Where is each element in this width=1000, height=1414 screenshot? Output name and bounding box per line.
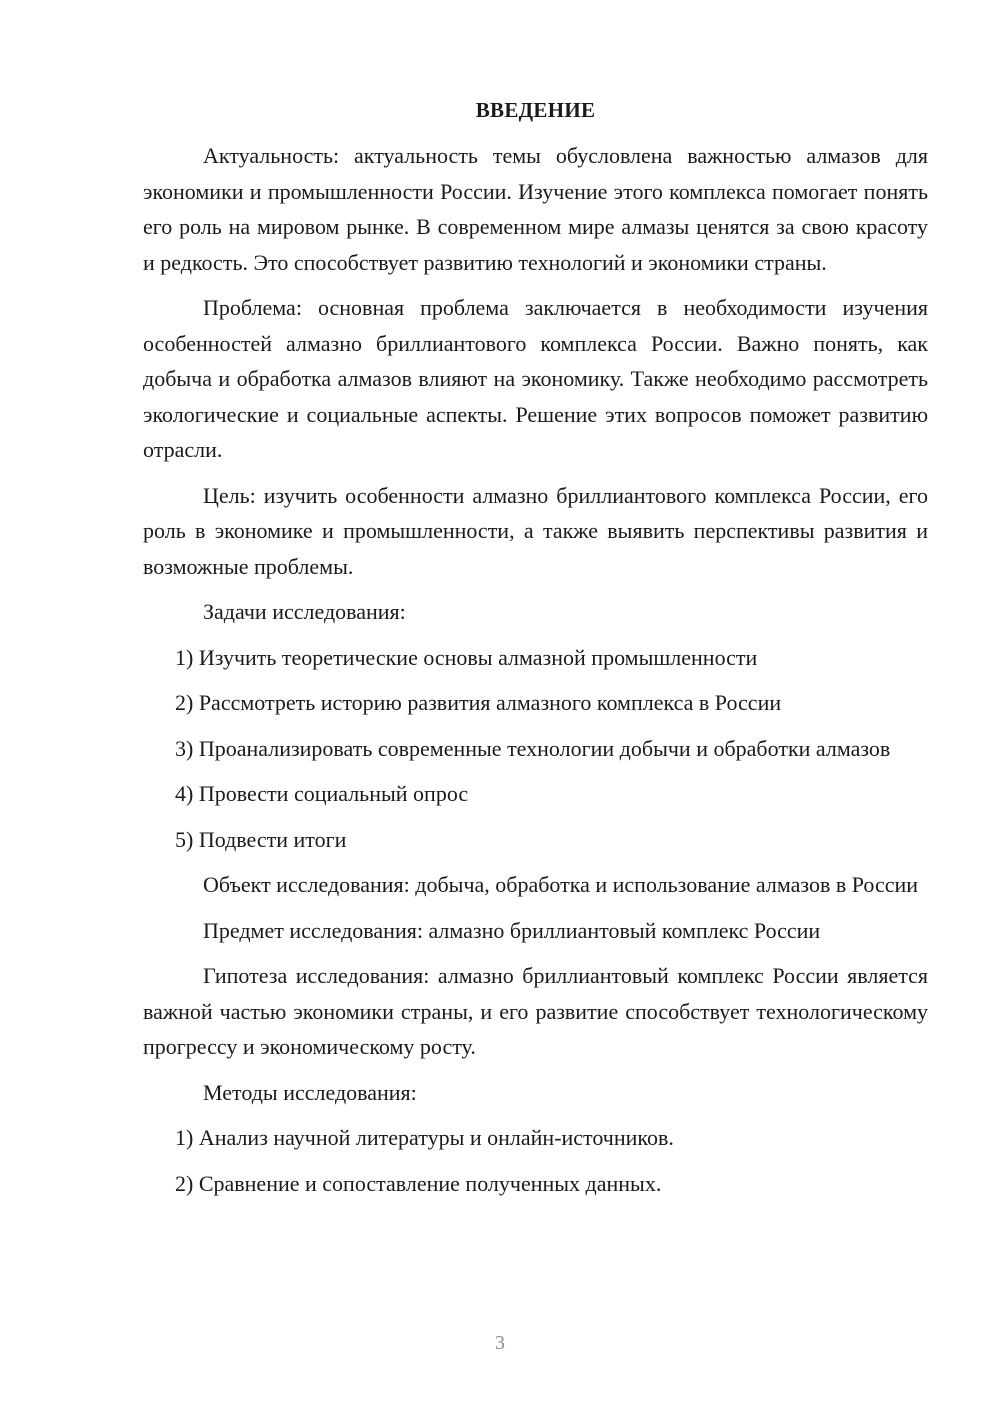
task-item-2: 2) Рассмотреть историю развития алмазного комплекса в России	[175, 690, 782, 715]
method-item-2: 2) Сравнение и сопоставление полученных данных.	[175, 1170, 662, 1196]
problem-paragraph: Проблема: основная проблема заключается в необходимости изучения особенностей алмазно бриллиантового комплекса России. Важно понять, как добыча и обработка алмазов влияют на экономику. Также необходимо рассмотреть экологические и социальные аспекты. Решение этих вопросов поможет развитию отрасли.	[143, 295, 928, 462]
task-item-5: 5) Подвести итоги	[175, 826, 347, 852]
subject-paragraph: Предмет исследования: алмазно бриллиантовый комплекс России	[203, 917, 821, 943]
hypothesis-paragraph: Гипотеза исследования: алмазно бриллиантовый комплекс России является важной частью экономики страны, и его развитие способствует технологическому прогрессу и экономическому росту.	[143, 963, 928, 1059]
relevance-paragraph: Актуальность: актуальность темы обусловлена важностью алмазов для экономики и промышленности России. Изучение этого комплекса помогает понять его роль на мировом рынке. В современном мире алмазы ценятся за свою красоту и редкость. Это способствует развитию технологий и экономики страны.	[143, 143, 928, 275]
methods-heading: Методы исследования:	[203, 1079, 417, 1105]
object-paragraph: Объект исследования: добыча, обработка и использование алмазов в России	[203, 872, 919, 897]
document-title: ВВЕДЕНИЕ	[475, 98, 596, 122]
goal-paragraph: Цель: изучить особенности алмазно бриллиантового комплекса России, его роль в экономике и промышленности, а также выявить перспективы развития и возможные проблемы.	[143, 482, 928, 579]
document-page	[143, 96, 928, 1211]
page-number: 3	[495, 1332, 505, 1354]
task-item-4: 4) Провести социальный опрос	[175, 781, 469, 806]
method-item-1: 1) Анализ научной литературы и онлайн-источников.	[175, 1125, 674, 1150]
task-item-1: 1) Изучить теоретические основы алмазной промышленности	[175, 644, 758, 670]
task-item-3: 3) Проанализировать современные технологии добычи и обработки алмазов	[175, 735, 891, 761]
tasks-heading: Задачи исследования:	[203, 599, 406, 624]
